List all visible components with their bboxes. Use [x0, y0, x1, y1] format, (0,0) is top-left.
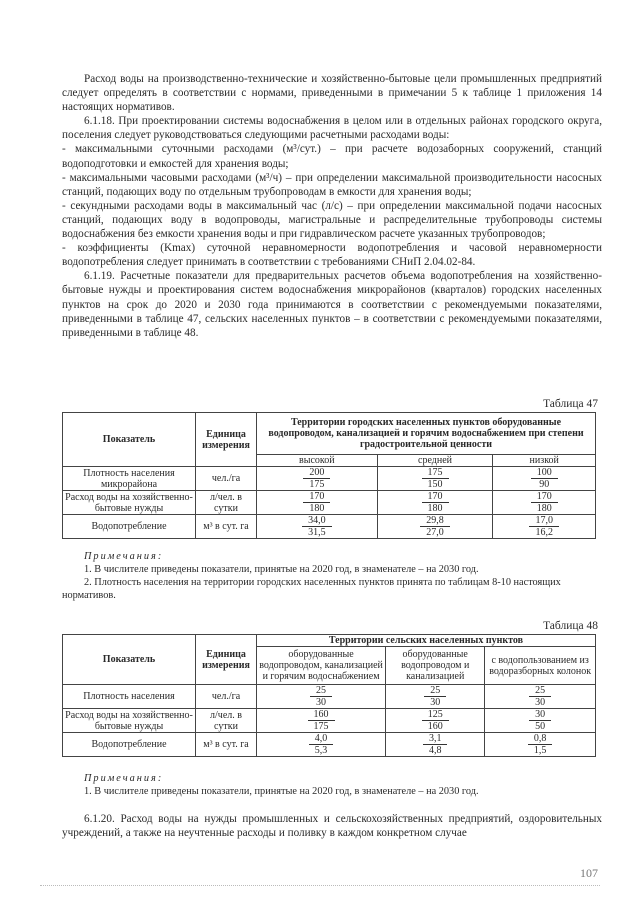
row-indicator: Плотность населения	[63, 685, 196, 709]
row-unit: чел./га	[196, 467, 257, 491]
numerator-2020: 170	[303, 491, 330, 503]
row-indicator: Расход воды на хозяйственно-бытовые нужды	[63, 709, 196, 733]
table48-subcol: оборудованные водопроводом, канализацией и горячим водоснабжением	[257, 647, 386, 685]
table47	[62, 412, 596, 539]
table48-header-indicator: Показатель	[63, 635, 196, 685]
table47-subcol: низкой	[493, 455, 596, 467]
value-cell	[377, 491, 493, 515]
body-text	[62, 72, 602, 340]
numerator-2020: 25	[529, 685, 551, 697]
numerator-2020: 25	[424, 685, 446, 697]
value-cell	[257, 733, 386, 757]
table48-subcol: с водопользованием из водоразборных колонок	[485, 647, 596, 685]
paragraph: - коэффициенты (Kmax) суточной неравномерности водопотребления и часовой неравномерности водопотребления следует принимать в соответствии с требованиями СНиП 2.04.02-84.	[62, 242, 602, 269]
value-cell	[386, 709, 485, 733]
value-cell	[493, 491, 596, 515]
value-cell	[485, 709, 596, 733]
value-cell	[386, 685, 485, 709]
numerator-2020: 29,8	[420, 515, 450, 527]
row-indicator: Расход воды на хозяйственно-бытовые нужды	[63, 491, 196, 515]
value-cell	[257, 515, 378, 539]
numerator-2020: 160	[308, 709, 335, 721]
row-unit: л/чел. в сутки	[196, 709, 257, 733]
value-cell	[493, 467, 596, 491]
value-cell	[257, 467, 378, 491]
note-item: 2. Плотность населения на территории городских населенных пунктов принята по таблицам 8-10 настоящих нормативов.	[62, 577, 561, 601]
numerator-2020: 200	[303, 467, 330, 479]
table48-group-header: Территории сельских населенных пунктов	[257, 635, 596, 647]
table47-caption: Таблица 47	[543, 398, 598, 410]
denominator-2030: 90	[539, 479, 550, 490]
denominator-2030: 30	[430, 697, 441, 708]
paragraph: Расход воды на производственно-технические и хозяйственно-бытовые цели промышленных предприятий следует определять в соответствии с нормами, приведенными в примечании 5 к таблице 1 приложения 14 настоящих нормативов.	[62, 73, 602, 114]
numerator-2020: 0,8	[528, 733, 553, 745]
note-item: 1. В числителе приведены показатели, принятые на 2020 год, в знаменателе – на 2030 год.	[84, 786, 479, 797]
denominator-2030: 175	[313, 721, 329, 732]
table48-subcol: оборудованные водопроводом и канализацией	[386, 647, 485, 685]
numerator-2020: 34,0	[302, 515, 332, 527]
denominator-2030: 160	[427, 721, 443, 732]
table47-header-unit: Единица измерения	[196, 413, 257, 467]
row-unit: чел./га	[196, 685, 257, 709]
notes-heading: Примечания:	[84, 551, 164, 562]
value-cell	[386, 733, 485, 757]
table48	[62, 634, 596, 757]
table-row	[63, 491, 596, 515]
denominator-2030: 16,2	[535, 527, 553, 538]
value-cell	[257, 709, 386, 733]
table47-group-header: Территории городских населенных пунктов оборудованные водопроводом, канализацией и горячим водоснабжением при степени градостроительной ценности	[257, 413, 596, 455]
denominator-2030: 50	[535, 721, 546, 732]
value-cell	[485, 685, 596, 709]
table-row	[63, 515, 596, 539]
table47-subcol: средней	[377, 455, 493, 467]
closing-paragraph	[62, 812, 602, 840]
denominator-2030: 180	[427, 503, 443, 514]
value-cell	[377, 515, 493, 539]
denominator-2030: 150	[427, 479, 443, 490]
denominator-2030: 30	[535, 697, 546, 708]
denominator-2030: 180	[309, 503, 325, 514]
denominator-2030: 4,8	[428, 745, 442, 756]
table48-caption: Таблица 48	[543, 620, 598, 632]
numerator-2020: 3,1	[423, 733, 448, 745]
row-unit: м³ в сут. га	[196, 733, 257, 757]
row-unit: м³ в сут. га	[196, 515, 257, 539]
row-indicator: Плотность населения микрорайона	[63, 467, 196, 491]
paragraph: 6.1.19. Расчетные показатели для предварительных расчетов объема водопотребления на хозяйственно-бытовые нужды и проектирования систем водоснабжения микрорайонов (кварталов) городских населенных пунктов на срок до 2020 и 2030 года принимаются в соответствии с рекомендуемыми показателями, приведенными в таблице 47, сельских населенных пунктов – в соответствии с рекомендуемыми показателями, приведенными в таблице 48.	[62, 270, 602, 339]
bottom-rule	[40, 885, 600, 886]
numerator-2020: 25	[310, 685, 332, 697]
denominator-2030: 5,3	[314, 745, 328, 756]
table-row	[63, 733, 596, 757]
table48-notes	[62, 772, 602, 798]
notes-heading: Примечания:	[84, 773, 164, 784]
value-cell	[485, 733, 596, 757]
table-row	[63, 685, 596, 709]
row-unit: л/чел. в сутки	[196, 491, 257, 515]
numerator-2020: 170	[531, 491, 558, 503]
table-row	[63, 467, 596, 491]
numerator-2020: 125	[422, 709, 449, 721]
numerator-2020: 17,0	[529, 515, 559, 527]
denominator-2030: 1,5	[533, 745, 547, 756]
note-item: 1. В числителе приведены показатели, принятые на 2020 год, в знаменателе – на 2030 год.	[84, 564, 479, 575]
page-number: 107	[580, 866, 598, 880]
table-row	[63, 709, 596, 733]
value-cell	[257, 491, 378, 515]
value-cell	[257, 685, 386, 709]
denominator-2030: 31,5	[308, 527, 326, 538]
row-indicator: Водопотребление	[63, 733, 196, 757]
paragraph: 6.1.18. При проектировании системы водоснабжения в целом или в отдельных районах городского округа, поселения следует руководствоваться следующими расчетными расходами воды:	[62, 115, 602, 142]
numerator-2020: 175	[422, 467, 449, 479]
denominator-2030: 27,0	[426, 527, 444, 538]
numerator-2020: 4,0	[309, 733, 334, 745]
table47-header-indicator: Показатель	[63, 413, 196, 467]
table47-notes	[62, 550, 602, 602]
numerator-2020: 100	[531, 467, 558, 479]
denominator-2030: 30	[316, 697, 327, 708]
numerator-2020: 170	[422, 491, 449, 503]
row-indicator: Водопотребление	[63, 515, 196, 539]
table47-subcol: высокой	[257, 455, 378, 467]
paragraph: 6.1.20. Расход воды на нужды промышленных и сельскохозяйственных предприятий, оздоровительных учреждений, а также на неучтенные расходы и поливку в каждом конкретном случае	[62, 813, 602, 840]
paragraph: - максимальными часовыми расходами (м³/ч) – при определении максимальной производительности насосных станций, подающих воду по отдельным трубопроводам в емкости для хранения воды;	[62, 171, 602, 198]
value-cell	[493, 515, 596, 539]
denominator-2030: 180	[536, 503, 552, 514]
value-cell	[377, 467, 493, 491]
numerator-2020: 30	[529, 709, 551, 721]
paragraph: - максимальными суточными расходами (м³/сут.) – при расчете водозаборных сооружений, станций водоподготовки и емкостей для хранения воды;	[62, 143, 602, 170]
table48-header-unit: Единица измерения	[196, 635, 257, 685]
paragraph: - секундными расходами воды в максимальный час (л/с) – при определении максимальной подачи насосных станций, подающих воду в водопроводы, магистральные и распределительные трубопроводы системы водоснабжения без емкости хранения воды и при гидравлическом расчете указанных трубопроводов;	[62, 199, 602, 241]
denominator-2030: 175	[309, 479, 325, 490]
